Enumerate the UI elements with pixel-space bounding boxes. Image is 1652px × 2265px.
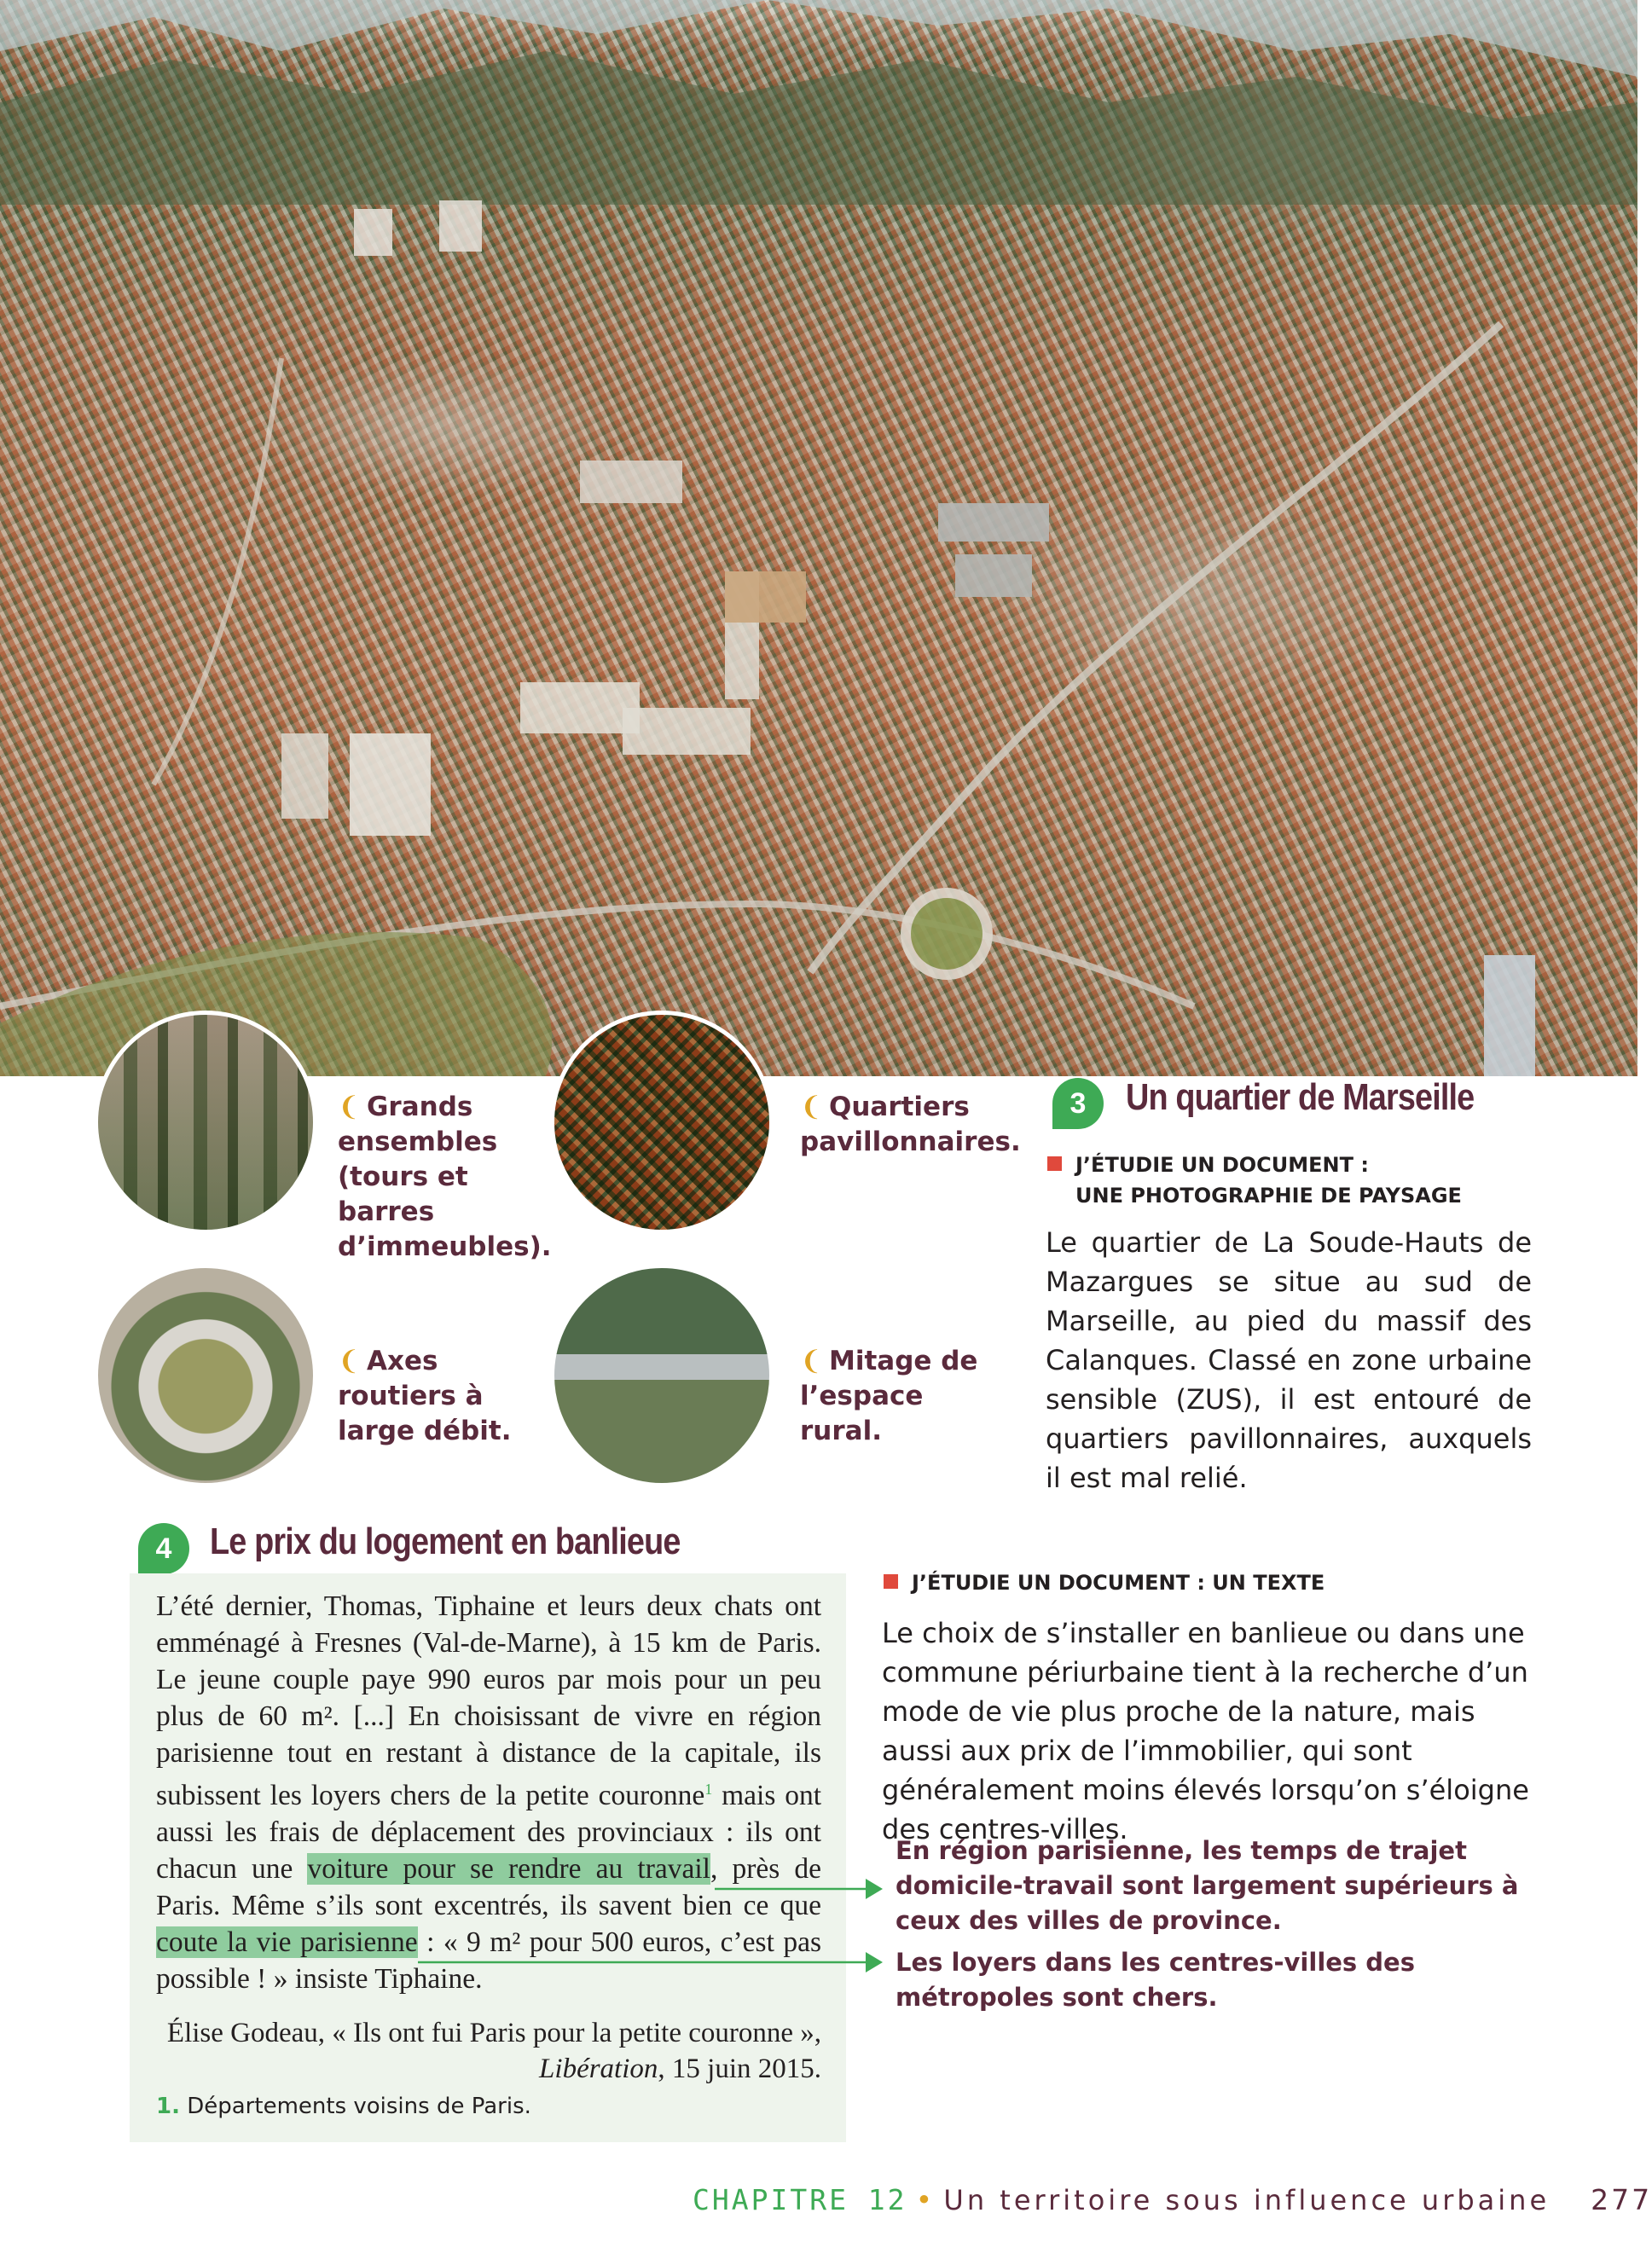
footnote-number: 1. (156, 2094, 180, 2119)
study-label-line2: UNE PHOTOGRAPHIE DE PAYSAGE (1075, 1184, 1462, 1208)
caption-text: Axes routiers à large débit. (338, 1346, 512, 1446)
source-journal: Libération (539, 2054, 658, 2084)
text-study-label (884, 1567, 1324, 1598)
excerpt-part: , près de Paris. Même s’ils sont excentrés, ils savent bien ce que (156, 1853, 821, 1922)
source-line: Élise Godeau, « Ils ont fui Paris pour la petite couronne », (166, 2018, 821, 2048)
study-label-line1: J’ÉTUDIE UN DOCUMENT : (1075, 1153, 1369, 1177)
doc3-number-badge: 3 (1052, 1078, 1104, 1129)
answer-loyers: Les loyers dans les centres-villes des métropoles sont chers. (896, 1948, 1415, 2012)
doc3-description: Le quartier de La Soude-Hauts de Mazargues se situe au sud de Marseille, au pied du massif des Calanques. Classé en zone urbaine sensible (ZUS), il est entouré de quartiers pavillonnaires, auxquels il est mal relié. (1046, 1226, 1532, 1494)
page-number: 277 (1591, 2183, 1652, 2216)
doc4-number-badge: 4 (138, 1523, 189, 1574)
text-study-body: Le choix de s’installer en banlieue ou dans une commune périurbaine tient à la recherche d’un mode de vie plus proche de la nature, mais aussi aux prix de l’immobilier, qui sont généralement moins élevés lorsqu’on s’éloigne des centres-villes. (882, 1617, 1529, 1845)
red-square-icon (884, 1574, 898, 1589)
footnote-ref: 1 (704, 1781, 713, 1798)
excerpt-part: : « 9 m² pour 500 euros, c’est pas possible ! » insiste Tiphaine. (156, 1926, 821, 1996)
study-label-text: J’ÉTUDIE UN DOCUMENT : UN TEXTE (912, 1571, 1325, 1595)
footer-chapter: CHAPITRE 12 (693, 2183, 907, 2216)
caption-text: Quartiers pavillonnaires. (800, 1092, 1021, 1157)
caption-text: Mitage de l’espace rural. (800, 1346, 978, 1446)
highlight-voiture: voiture pour se rendre au travail (307, 1853, 710, 1886)
page-footer (693, 2183, 1652, 2216)
caption-bullet-icon: ❨ (800, 1346, 822, 1376)
excerpt-part: mais ont aussi les frais de déplacement des provinciaux : ils ont chacun une (156, 1780, 821, 1886)
answer-trajet: En région parisienne, les temps de trajet domicile-travail sont largement supérieurs à ceux des villes de province. (896, 1836, 1519, 1935)
source-date: , 15 juin 2015. (658, 2054, 821, 2084)
highlight-vie-parisienne: coute la vie parisienne (156, 1926, 418, 1959)
caption-bullet-icon: ❨ (800, 1092, 822, 1122)
caption-bullet-icon: ❨ (338, 1092, 360, 1122)
excerpt-part: L’été dernier, Thomas, Tiphaine et leurs deux chats ont emménagé à Fresnes (Val-de-Marne), à 15 km de Paris. Le jeune couple paye 990 euros par mois pour un peu plus de 60 m². [...] En choisissant de vivre en région parisienne tout en restant à distance de la capitale, ils subissent les loyers chers de la petite couronne (156, 1590, 821, 1812)
doc3-title: Un quartier de Marseille (1126, 1076, 1475, 1118)
arrow-head-1 (866, 1879, 883, 1899)
footnote-text: Départements voisins de Paris. (179, 2094, 531, 2119)
footer-dot-icon: • (915, 2183, 936, 2216)
footer-title: Un territoire sous influence urbaine (943, 2184, 1551, 2216)
caption-text: Grands ensembles (tours et barres d’immeubles). (338, 1092, 552, 1262)
doc4-title: Le prix du logement en banlieue (210, 1521, 681, 1562)
caption-bullet-icon: ❨ (338, 1346, 360, 1376)
arrow-head-2 (866, 1952, 883, 1972)
